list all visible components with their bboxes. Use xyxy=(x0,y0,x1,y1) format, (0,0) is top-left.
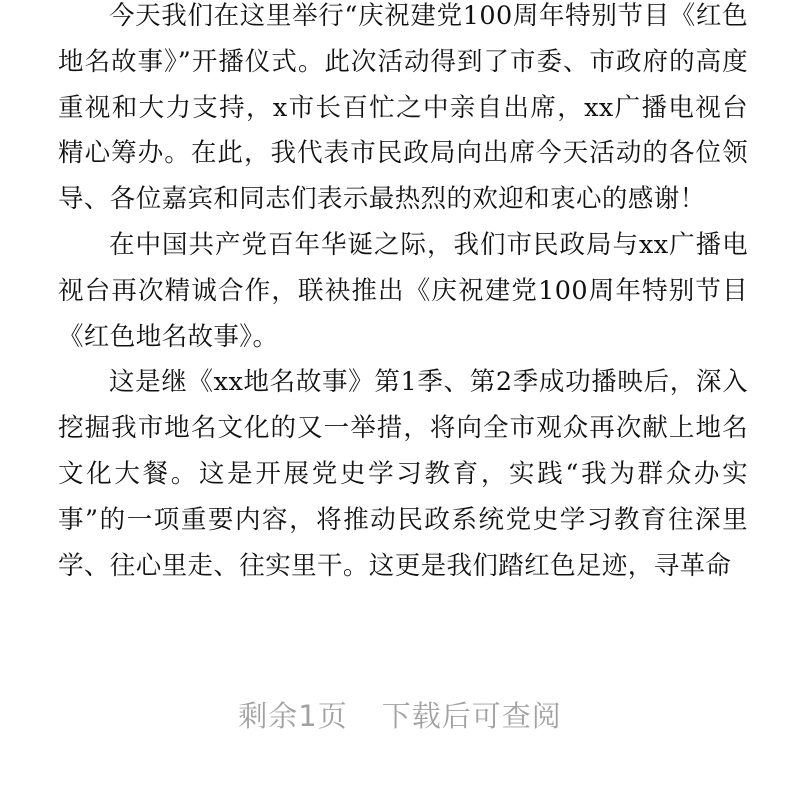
document-body xyxy=(58,0,748,589)
paragraph-2: 在中国共产党百年华诞之际，我们市民政局与xx广播电视台再次精诚合作，联袂推出《庆祝建党100周年特别节目《红色地名故事》。 xyxy=(58,229,748,352)
paragraph-1: 今天我们在这里举行“庆祝建党100周年特别节目《红色地名故事》”开播仪式。此次活动得到了市委、市政府的高度重视和大力支持，x市长百忙之中亲自出席，xx广播电视台精心筹办。在此，我代表市民政局向出席今天活动的各位领导、各位嘉宾和同志们表示最热烈的欢迎和衷心的感谢！ xyxy=(58,1,748,215)
remaining-pages-label: 剩余1页 xyxy=(238,699,348,733)
download-prompt-label[interactable]: 下载后可查阅 xyxy=(381,699,562,733)
paragraph-3: 这是继《xx地名故事》第1季、第2季成功播映后，深入挖掘我市地名文化的又一举措，将向全市观众再次献上地名文化大餐。这是开展党史学习教育，实践“我为群众办实事”的一项重要内容，将推动民政系统党史学习教育往深里学、往心里走、往实里干。这更是我们踏红色足迹，寻革命 xyxy=(58,367,748,581)
download-banner[interactable] xyxy=(0,694,800,735)
